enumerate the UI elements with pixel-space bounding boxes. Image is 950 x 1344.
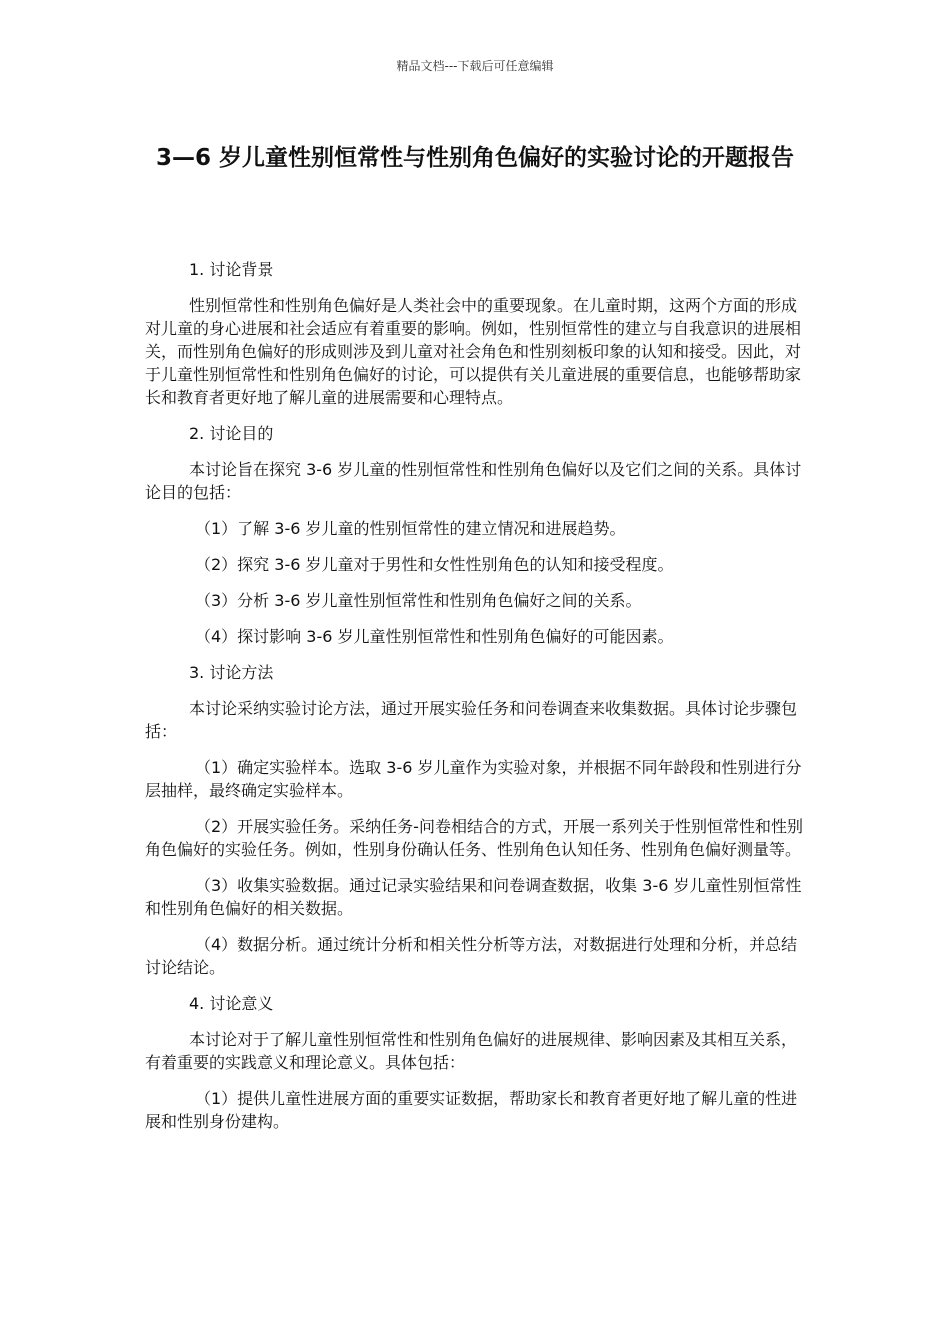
document-title: 3—6 岁儿童性别恒常性与性别角色偏好的实验讨论的开题报告 xyxy=(155,145,794,171)
section-heading-background: 1. 讨论背景 xyxy=(189,260,274,279)
method-step: （3）收集实验数据。通过记录实验结果和问卷调查数据，收集 3-6 岁儿童性别恒常性和性别角色偏好的相关数据。 xyxy=(145,876,802,918)
background-paragraph: 性别恒常性和性别角色偏好是人类社会中的重要现象。在儿童时期，这两个方面的形成对儿童的身心进展和社会适应有着重要的影响。例如，性别恒常性的建立与自我意识的进展相关，而性别角色偏好的形成则涉及到儿童对社会角色和性别刻板印象的认知和接受。因此，对于儿童性别恒常性和性别角色偏好的讨论，可以提供有关儿童进展的重要信息，也能够帮助家长和教育者更好地了解儿童的进展需要和心理特点。 xyxy=(145,296,802,407)
purpose-item: （4）探讨影响 3-6 岁儿童性别恒常性和性别角色偏好的可能因素。 xyxy=(195,627,674,646)
method-step: （4）数据分析。通过统计分析和相关性分析等方法，对数据进行处理和分析，并总结讨论结论。 xyxy=(145,935,798,977)
section-heading-significance: 4. 讨论意义 xyxy=(189,994,274,1013)
page-header-note: 精品文档---下载后可任意编辑 xyxy=(396,59,554,73)
document-body xyxy=(145,258,805,1146)
section-heading-method: 3. 讨论方法 xyxy=(189,663,274,682)
purpose-item: （3）分析 3-6 岁儿童性别恒常性和性别角色偏好之间的关系。 xyxy=(195,591,642,610)
significance-intro: 本讨论对于了解儿童性别恒常性和性别角色偏好的进展规律、影响因素及其相互关系，有着重要的实践意义和理论意义。具体包括： xyxy=(145,1030,798,1072)
purpose-intro: 本讨论旨在探究 3-6 岁儿童的性别恒常性和性别角色偏好以及它们之间的关系。具体讨论目的包括： xyxy=(145,460,802,502)
method-step: （1）确定实验样本。选取 3-6 岁儿童作为实验对象，并根据不同年龄段和性别进行分层抽样，最终确定实验样本。 xyxy=(145,758,802,800)
purpose-item: （2）探究 3-6 岁儿童对于男性和女性性别角色的认知和接受程度。 xyxy=(195,555,674,574)
purpose-item: （1）了解 3-6 岁儿童的性别恒常性的建立情况和进展趋势。 xyxy=(195,519,626,538)
method-step: （2）开展实验任务。采纳任务-问卷相结合的方式，开展一系列关于性别恒常性和性别角色偏好的实验任务。例如，性别身份确认任务、性别角色认知任务、性别角色偏好测量等。 xyxy=(145,817,803,859)
method-intro: 本讨论采纳实验讨论方法，通过开展实验任务和问卷调查来收集数据。具体讨论步骤包括： xyxy=(145,699,798,741)
significance-item: （1）提供儿童性进展方面的重要实证数据，帮助家长和教育者更好地了解儿童的性进展和性别身份建构。 xyxy=(145,1089,798,1131)
section-heading-purpose: 2. 讨论目的 xyxy=(189,424,274,443)
